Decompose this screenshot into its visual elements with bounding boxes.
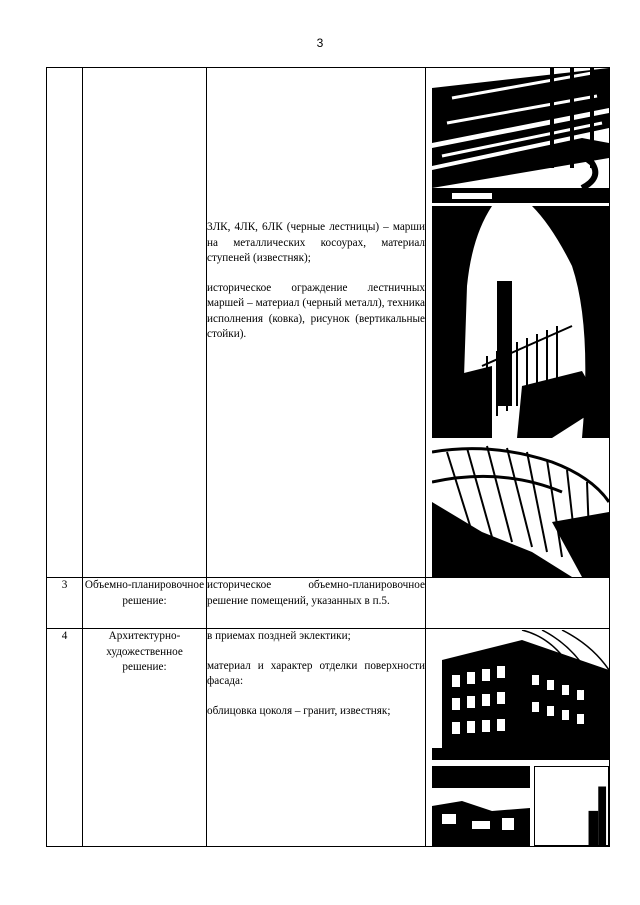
row-description [207,68,426,578]
row-number: 4 [47,629,83,847]
row-name: Архитектурно-художественное решение: [83,629,207,847]
description-paragraph: историческое ограждение лестничных маршей – материал (черный металл), техника исполнения (ковка), рисунок (вертикальные стойки). [207,281,425,340]
table-row [47,578,610,629]
stairwell-photo [432,206,609,438]
row-description [207,629,426,847]
row-description [207,578,426,629]
row-name [83,68,207,578]
description-paragraph: в приемах поздней эклектики; [207,630,351,642]
description-paragraph: материал и характер отделки поверхности фасада: [207,659,425,687]
facade-photo [432,630,609,760]
stair-steps-photo [432,68,609,203]
description-paragraph: 3ЛК, 4ЛК, 6ЛК (черные лестницы) – марши на металлических косоурах, материал ступеней (известняк); [207,221,425,264]
stair-railing-photo [432,442,609,577]
stone-surface-photo [534,766,609,846]
row-number: 3 [47,578,83,629]
page-number: 3 [316,36,324,50]
plinth-photo [432,766,530,846]
row-name: Объемно-планировочное решение: [83,578,207,629]
photo-cell [426,578,610,629]
description-paragraph: историческое объемно-планировочное решение помещений, указанных в п.5. [207,579,425,607]
description-paragraph: облицовка цоколя – гранит, известняк; [207,704,391,717]
row-number [47,68,83,578]
